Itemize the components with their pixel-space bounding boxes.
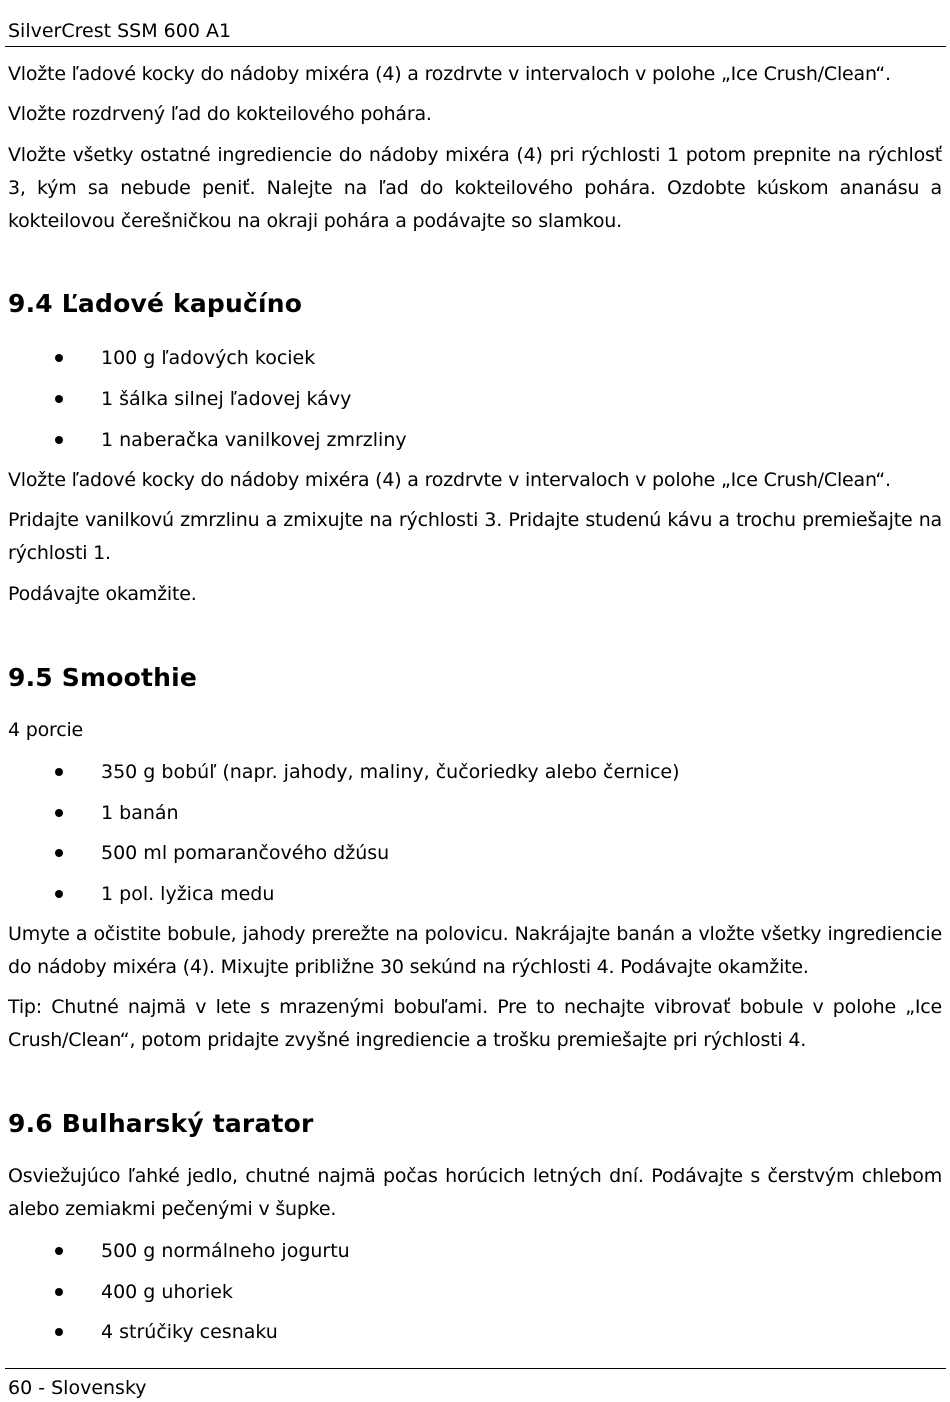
- section-9-4-heading: 9.4 Ľadové kapučíno: [8, 289, 303, 318]
- section-9-4-paragraph-3: Podávajte okamžite.: [8, 583, 197, 605]
- bullet-icon: [55, 1247, 63, 1255]
- section-9-4-paragraph-1: Vložte ľadové kocky do nádoby mixéra (4) a rozdrvte v intervaloch v polohe „Ice Crush/Clean“.: [8, 469, 891, 491]
- intro-paragraph-3: Vložte všetky ostatné ingrediencie do nádoby mixéra (4) pri rýchlosti 1 potom prepnite na rýchlosť 3, kým sa nebude peniť. Nalejte na ľad do kokteilového pohára. Ozdobte kúskom ananásu a kokteilovou čerešničkou na okraji pohára a podávajte so slamkou.: [8, 144, 942, 232]
- bullet-icon: [55, 809, 63, 817]
- section-9-6-heading: 9.6 Bulharský tarator: [8, 1109, 314, 1138]
- bullet-icon: [55, 849, 63, 857]
- intro-paragraph-2: Vložte rozdrvený ľad do kokteilového pohára.: [8, 103, 432, 125]
- section-9-5-paragraph-2: Tip: Chutné najmä v lete s mrazenými bobuľami. Pre to nechajte vibrovať bobule v polohe „Ice Crush/Clean“, potom pridajte zvyšné ingrediencie a trošku premiešajte pri rýchlosti 4.: [8, 996, 942, 1051]
- footer-rule: [5, 1368, 946, 1369]
- bullet-icon: [55, 354, 63, 362]
- bullet-icon: [55, 1288, 63, 1296]
- bullet-icon: [55, 890, 63, 898]
- section-9-5-heading: 9.5 Smoothie: [8, 663, 198, 692]
- section-9-6-paragraph-1: Osviežujúco ľahké jedlo, chutné najmä počas horúcich letných dní. Podávajte s čerstvým chlebom alebo zemiakmi pečenými v šupke.: [8, 1165, 942, 1220]
- bullet-icon: [55, 436, 63, 444]
- intro-paragraph-1: Vložte ľadové kocky do nádoby mixéra (4) a rozdrvte v intervaloch v polohe „Ice Crush/Clean“.: [8, 63, 891, 85]
- bullet-icon: [55, 1328, 63, 1336]
- header-rule: [5, 46, 946, 47]
- page-header: SilverCrest SSM 600 A1: [8, 20, 232, 42]
- section-9-5-paragraph-1: Umyte a očistite bobule, jahody prerežte na polovicu. Nakrájajte banán a vložte všetky ingrediencie do nádoby mixéra (4). Mixujte približne 30 sekúnd na rýchlosti 4. Podávajte okamžite.: [8, 923, 942, 978]
- section-9-4-paragraph-2: Pridajte vanilkovú zmrzlinu a zmixujte na rýchlosti 3. Pridajte studenú kávu a trochu premiešajte na rýchlosti 1.: [8, 509, 942, 564]
- bullet-icon: [55, 395, 63, 403]
- section-9-5-servings: 4 porcie: [8, 719, 84, 741]
- page-footer: 60 - Slovensky: [8, 1377, 147, 1399]
- bullet-icon: [55, 768, 63, 776]
